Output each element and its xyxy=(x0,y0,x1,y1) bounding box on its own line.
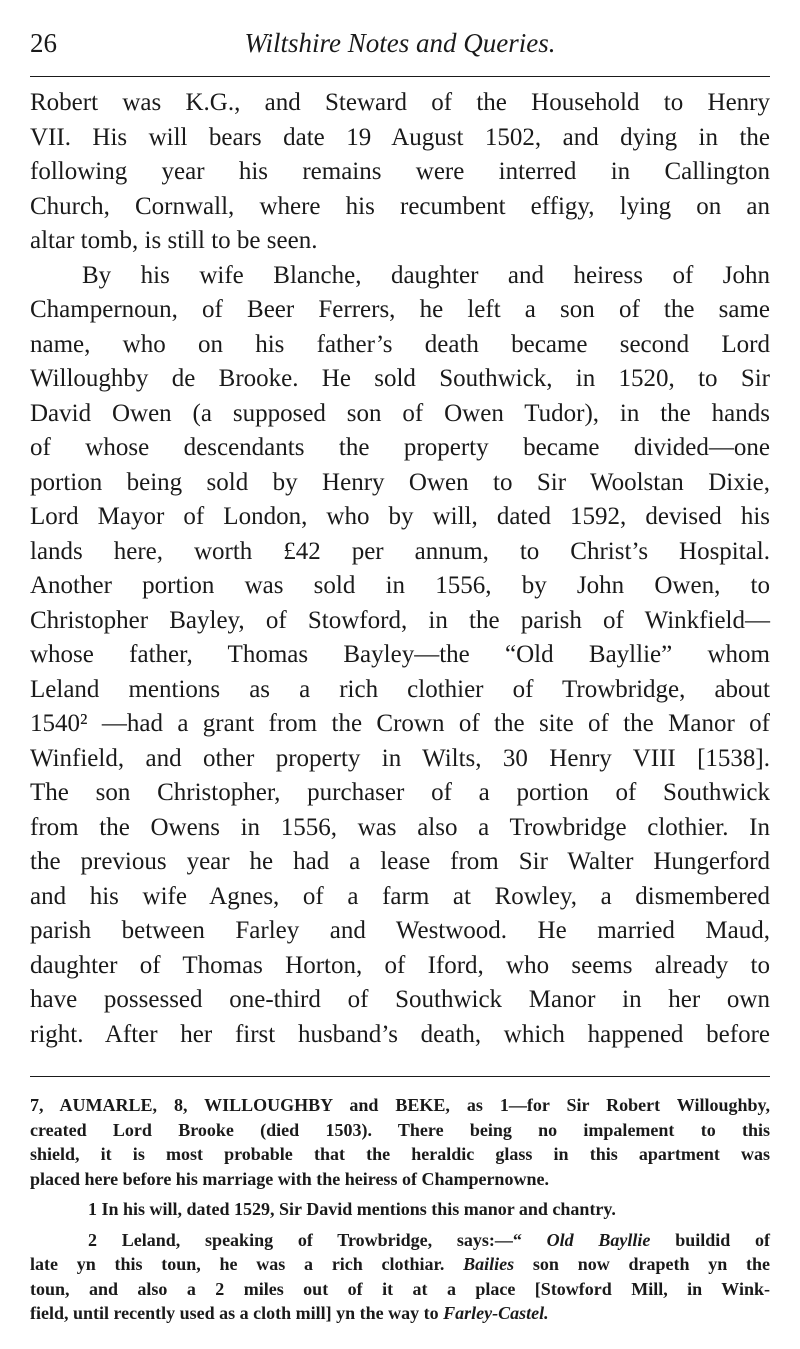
footnote-line: placed here before his marriage with the heiress of Champernowne. xyxy=(30,1168,549,1189)
body-line: of whose descendants the property became divided—one xyxy=(30,434,770,461)
footnote-text: field, until recently used as a cloth mill] yn the way to xyxy=(30,1303,444,1323)
footnote-quote: Farley-Castel. xyxy=(443,1303,549,1323)
body-line: altar tomb, is still to be seen. xyxy=(30,227,318,254)
page-number: 26 xyxy=(30,28,57,58)
body-line: Church, Cornwall, where his recumbent effigy, lying on an xyxy=(30,192,770,220)
body-line: parish between Farley and Westwood. He married Maud, xyxy=(30,917,770,944)
body-line: David Owen (a supposed son of Owen Tudor), in the hands xyxy=(30,399,770,427)
body-line: The son Christopher, purchaser of a portion of Southwick xyxy=(30,779,770,806)
body-line: By his wife Blanche, daughter and heiress of John xyxy=(82,261,770,289)
footnote-1: 1 In his will, dated 1529, Sir David mentions this manor and chantry. xyxy=(88,1199,616,1219)
body-line: daughter of Thomas Horton, of Iford, who seems already to xyxy=(30,951,770,979)
body-line: the previous year he had a lease from Sir Walter Hungerford xyxy=(30,848,770,875)
footnote-quote: Old Bayllie xyxy=(546,1229,651,1250)
footnote-text: buildid of xyxy=(650,1229,770,1250)
body-line: Robert was K.G., and Steward of the Household to Henry xyxy=(30,89,770,116)
header-rule xyxy=(30,76,770,77)
body-line: portion being sold by Henry Owen to Sir Woolstan Dixie, xyxy=(30,468,770,496)
footnote-2-line xyxy=(30,1301,770,1326)
body-line: lands here, worth £42 per annum, to Christ’s Hospital. xyxy=(30,537,770,565)
body-line: VII. His will bears date 19 August 1502, and dying in the xyxy=(30,123,770,151)
body-line: Christopher Bayley, of Stowford, in the parish of Winkfield— xyxy=(30,606,770,634)
body-line: right. After her first husband’s death, which happened before xyxy=(30,1020,770,1048)
body-line: whose father, Thomas Bayley—the “Old Bayllie” whom xyxy=(30,641,770,668)
footnote-2-line: toun, and also a 2 miles out of it at a place [Stowford Mill, in Wink- xyxy=(30,1278,770,1299)
footnote-quote: Bailies xyxy=(463,1254,515,1274)
body-line: from the Owens in 1556, was also a Trowbridge clothier. In xyxy=(30,813,770,841)
body-line: have possessed one-third of Southwick Manor in her own xyxy=(30,986,770,1013)
footnote-2-line xyxy=(30,1252,770,1277)
body-line: Lord Mayor of London, who by will, dated 1592, devised his xyxy=(30,503,770,530)
footnote-text: son now drapeth yn the xyxy=(514,1254,770,1274)
footnote-rule xyxy=(30,1076,770,1077)
footnote-line: 7, AUMARLE, 8, WILLOUGHBY and BEKE, as 1—for Sir Robert Willoughby, xyxy=(30,1095,770,1115)
body-line: following year his remains were interred in Callington xyxy=(30,158,770,185)
running-title: Wiltshire Notes and Queries. xyxy=(244,28,556,58)
body-line: Winfield, and other property in Wilts, 30 Henry VIII [1538]. xyxy=(30,744,770,772)
body-line: Another portion was sold in 1556, by John Owen, to xyxy=(30,572,770,599)
body-line: and his wife Agnes, of a farm at Rowley, a dismembered xyxy=(30,882,770,910)
footnote-text: late yn this toun, he was a rich clothiar. xyxy=(30,1254,464,1274)
footnote-2-line xyxy=(30,1228,770,1253)
body-line: Champernoun, of Beer Ferrers, he left a son of the same xyxy=(30,296,770,323)
footnotes xyxy=(30,1093,770,1326)
footnote-text: 2 Leland, speaking of Trowbridge, says:—“ xyxy=(88,1229,547,1250)
body-line: Willoughby de Brooke. He sold Southwick, in 1520, to Sir xyxy=(30,365,770,392)
body-text xyxy=(30,86,770,1052)
footnote-line: shield, it is most probable that the heraldic glass in this apartment was xyxy=(30,1144,770,1164)
body-line: 1540² —had a grant from the Crown of the site of the Manor of xyxy=(30,710,770,737)
body-line: name, who on his father’s death became second Lord xyxy=(30,330,770,358)
body-line: Leland mentions as a rich clothier of Trowbridge, about xyxy=(30,675,770,703)
page-header xyxy=(30,28,770,62)
footnote-line: created Lord Brooke (died 1503). There being no impalement to this xyxy=(30,1119,770,1140)
